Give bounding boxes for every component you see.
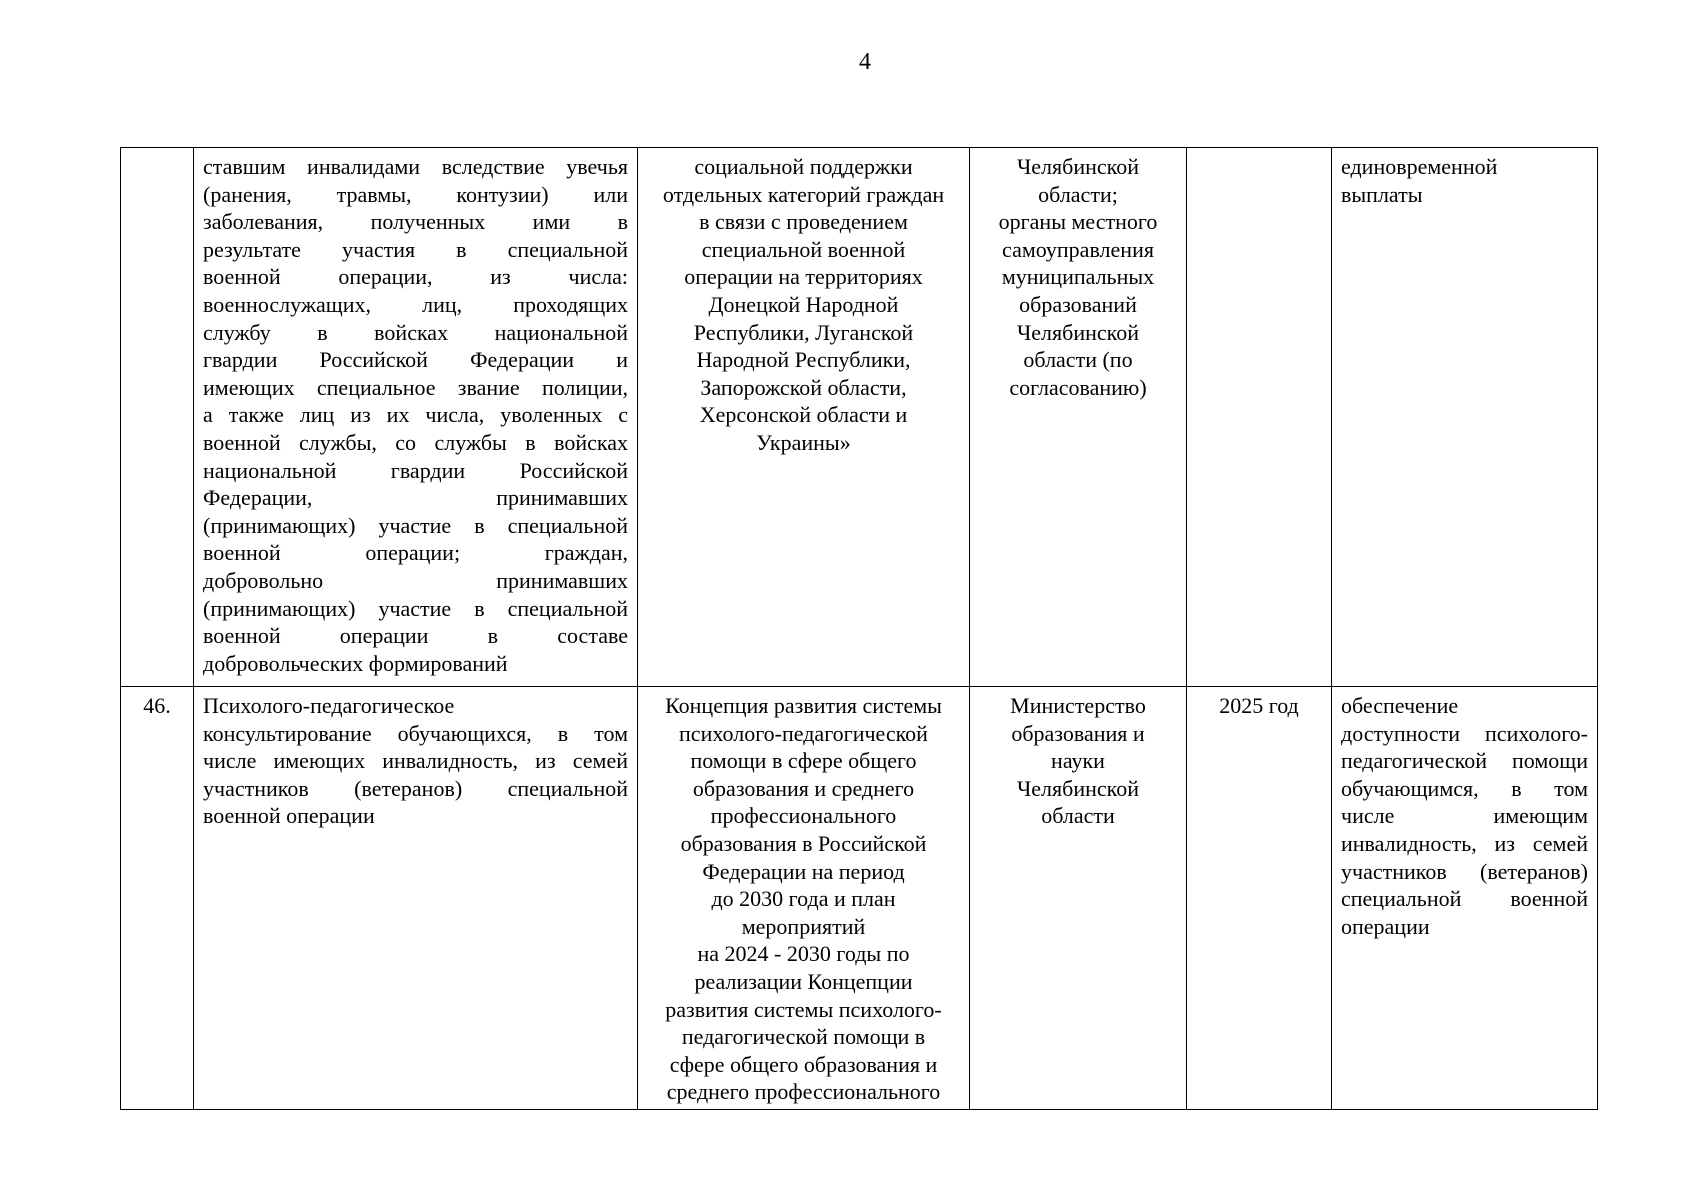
text-line: (принимающих) участие в специальной — [203, 512, 628, 538]
text-line: военной операции, из числа: — [203, 264, 628, 290]
text-line: ставшим инвалидами вследствие увечья — [203, 154, 628, 179]
text-line: инвалидность, из семей — [1341, 830, 1588, 856]
text-line: образований — [1019, 291, 1137, 317]
text-line: Запорожской области, — [700, 374, 907, 400]
text-line: (ранения, травмы, контузии) или — [203, 181, 628, 207]
text-line: органы местного — [998, 209, 1158, 235]
row-number-cell — [121, 148, 194, 687]
text-line: Концепция развития системы — [665, 693, 942, 718]
text-line: обеспечение — [1341, 693, 1459, 718]
text-line: доступности психолого- — [1341, 720, 1588, 746]
text-line: операции на территориях — [684, 264, 923, 290]
text-line: Донецкой Народной — [708, 291, 899, 317]
text-line: участников (ветеранов) — [1341, 858, 1588, 884]
text-line: психолого-педагогической — [679, 720, 928, 746]
document-cell — [638, 687, 970, 1110]
text-line: военной операции в составе — [203, 623, 628, 649]
text-line: мероприятий — [741, 913, 866, 939]
text-line: сфере общего образования и — [669, 1051, 938, 1077]
text-line: военнослужащих, лиц, проходящих — [203, 291, 628, 317]
text-line: гвардии Российской Федерации и — [203, 347, 628, 373]
text-line: военной операции — [203, 803, 375, 829]
text-line: среднего профессионального — [666, 1079, 941, 1105]
text-line: области; — [1038, 181, 1118, 207]
text-line: в связи с проведением — [699, 209, 908, 235]
text-line: педагогической помощи в — [681, 1024, 926, 1050]
text-line: помощи в сфере общего — [690, 748, 917, 774]
text-line: области — [1041, 803, 1115, 829]
text-line: социальной поддержки — [694, 154, 913, 179]
text-line: числе имеющих инвалидность, из семей — [203, 748, 628, 774]
text-line: заболевания, полученных ими в — [203, 209, 628, 235]
text-line: муниципальных — [1001, 264, 1155, 290]
text-line: на 2024 - 2030 годы по — [697, 941, 910, 967]
term-cell: 2025 год — [1187, 687, 1332, 1110]
text-line: профессионального — [710, 803, 897, 829]
text-line: выплаты — [1341, 181, 1423, 207]
executor-cell — [970, 687, 1187, 1110]
text-line: Украины» — [756, 429, 851, 455]
text-line: Челябинской — [1016, 319, 1139, 345]
text-line: единовременной — [1341, 154, 1498, 179]
result-cell — [1332, 148, 1598, 687]
row-number-cell: 46. — [121, 687, 194, 1110]
text-line: военной службы, со службы в войсках — [203, 429, 628, 455]
text-line: военной операции; граждан, — [203, 540, 628, 566]
text-line: специальной военной — [1341, 886, 1588, 912]
text-line: участников (ветеранов) специальной — [203, 775, 628, 801]
page-number: 4 — [859, 49, 871, 75]
text-line: педагогической помощи — [1341, 748, 1588, 774]
term-cell — [1187, 148, 1332, 687]
document-cell — [638, 148, 970, 687]
text-line: Народной Республики, — [696, 347, 911, 373]
text-line: образования в Российской — [680, 830, 927, 856]
text-line: национальной гвардии Российской — [203, 457, 628, 483]
text-line: отдельных категорий граждан — [662, 181, 945, 207]
measures-table — [120, 147, 1598, 1110]
text-line: до 2030 года и план — [711, 886, 896, 912]
text-line: образования и — [1011, 720, 1145, 746]
executor-cell — [970, 148, 1187, 687]
text-line: Республики, Луганской — [693, 319, 914, 345]
text-line: реализации Концепции — [694, 968, 913, 994]
text-line: добровольно принимавших — [203, 567, 628, 593]
text-line: образования и среднего — [692, 775, 915, 801]
text-line: операции — [1341, 913, 1430, 939]
text-line: результате участия в специальной — [203, 236, 628, 262]
text-line: согласованию) — [1009, 374, 1147, 400]
text-line: области (по — [1023, 347, 1133, 373]
text-line: а также лиц из их числа, уволенных с — [203, 402, 628, 428]
text-line: самоуправления — [1002, 236, 1154, 262]
text-line: числе имеющим — [1341, 803, 1588, 829]
text-line: Психолого-педагогическое — [203, 693, 455, 718]
text-line: добровольческих формирований — [203, 650, 508, 676]
text-line: Министерство — [1010, 693, 1146, 718]
text-line: Херсонской области и — [699, 402, 908, 428]
measure-name-cell — [194, 687, 638, 1110]
text-line: (принимающих) участие в специальной — [203, 595, 628, 621]
text-line: Федерации на период — [702, 858, 905, 884]
measure-name-cell — [194, 148, 638, 687]
result-cell — [1332, 687, 1598, 1110]
text-line: имеющих специальное звание полиции, — [203, 374, 628, 400]
table-row — [121, 687, 1598, 1110]
table-row — [121, 148, 1598, 687]
text-line: Челябинской — [1016, 775, 1139, 801]
text-line: службу в войсках национальной — [203, 319, 628, 345]
text-line: науки — [1051, 748, 1105, 774]
text-line: развития системы психолого- — [665, 996, 942, 1022]
text-line: обучающимся, в том — [1341, 775, 1588, 801]
text-line: Челябинской — [1016, 154, 1139, 179]
text-line: специальной военной — [701, 236, 906, 262]
text-line: Федерации, принимавших — [203, 485, 628, 511]
text-line: консультирование обучающихся, в том — [203, 720, 628, 746]
